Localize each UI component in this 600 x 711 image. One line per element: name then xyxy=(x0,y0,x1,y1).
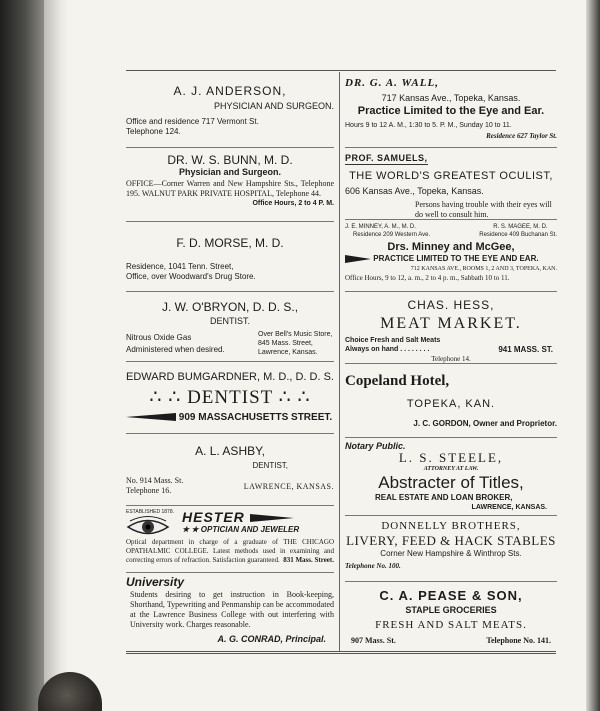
ashby-line1: No. 914 Mass. St. xyxy=(126,476,184,485)
donnelly-address: Corner New Hampshire & Winthrop Sts. xyxy=(380,549,522,558)
steele-name: L. S. STEELE, xyxy=(398,450,504,465)
wedge-ornament xyxy=(345,255,371,263)
copeland-owner: J. C. GORDON, Owner and Proprietor. xyxy=(413,419,557,428)
university-signature: A. G. CONRAD, Principal. xyxy=(217,634,326,644)
pease-phone: Telephone No. 141. xyxy=(486,636,551,645)
obryon-title: DENTIST. xyxy=(209,316,250,326)
samuels-address: 606 Kansas Ave., Topeka, Kansas. xyxy=(345,186,484,196)
steele-headline: Abstracter of Titles, xyxy=(378,473,524,492)
steele-city: LAWRENCE, KANSAS. xyxy=(471,504,547,511)
hess-line1: Choice Fresh and Salt Meats xyxy=(345,337,441,344)
ashby-city: LAWRENCE, KANSAS. xyxy=(243,482,334,491)
bunn-hours: Office Hours, 2 to 4 P. M. xyxy=(252,200,334,207)
donnelly-name: DONNELLY BROTHERS, xyxy=(381,520,521,532)
column-divider xyxy=(339,72,340,652)
pease-sub: STAPLE GROCERIES xyxy=(405,605,497,615)
university-heading: University xyxy=(126,575,185,589)
samuels-body: Persons having trouble with their eyes will do well to consult him. xyxy=(415,200,552,219)
minney-specialty-row xyxy=(345,254,557,264)
obryon-addr3: Lawrence, Kansas. xyxy=(258,349,318,356)
minney-right1: R. S. MAGEE, M. D. xyxy=(493,224,548,230)
ashby-line2: Telephone 16. xyxy=(126,486,172,495)
samuels-name: PROF. SAMUELS, xyxy=(345,149,428,165)
hester-body: Optical department in charge of a graduate of THE CHICAGO OPATHALMIC COLLEGE. Latest methods used in examining and correcting errors of refraction. Satisfaction guaranteed. xyxy=(126,538,334,564)
minney-hours: Office Hours, 9 to 12, a. m., 2 to 4 p. m., Sabbath 10 to 11. xyxy=(345,274,510,282)
pease-name: C. A. PEASE & SON, xyxy=(379,588,523,603)
bunn-title: Physician and Surgeon. xyxy=(178,167,282,177)
obryon-addr2: 845 Mass. Street, xyxy=(258,340,313,347)
bottom-rule xyxy=(126,651,556,654)
pease-trade: FRESH AND SALT MEATS. xyxy=(375,619,527,631)
hester-address: 831 Mass. Street. xyxy=(283,556,334,564)
ad-obryon xyxy=(126,292,334,362)
hess-line2: Always on hand . . . . . . . . xyxy=(345,346,430,353)
ad-morse xyxy=(126,222,334,292)
pease-address: 907 Mass. St. xyxy=(351,636,396,645)
ad-minney xyxy=(345,220,557,292)
morse-line2: Office, over Woodward's Drug Store. xyxy=(126,272,256,281)
copeland-name: Copeland Hotel, xyxy=(345,373,450,389)
wedge-ornament xyxy=(126,413,176,421)
obryon-name: J. W. O'BRYON, D. D. S., xyxy=(161,300,299,314)
ad-anderson xyxy=(126,72,334,148)
minney-left1: J. E. MINNEY, A. M., M. D. xyxy=(345,224,416,230)
ad-bunn xyxy=(126,148,334,222)
steele-title: ATTORNEY AT LAW. xyxy=(423,466,479,472)
morse-name: F. D. MORSE, M. D. xyxy=(176,236,284,250)
minney-left2: Residence 209 Western Ave. xyxy=(353,232,431,238)
minney-right2: Residence 409 Buchanan St. xyxy=(479,232,557,238)
steele-notary: Notary Public. xyxy=(345,441,406,451)
wall-name: DR. G. A. WALL, xyxy=(345,77,439,89)
bumgardner-address-row xyxy=(126,412,334,424)
bunn-name: DR. W. S. BUNN, M. D. xyxy=(167,153,293,167)
university-body: Students desiring to get instruction in Book-keeping, Shorthand, Typewriting and Penmanship can be accommodated at the Lawrence Business College with out interfering with University work. Charges reasonable. xyxy=(130,590,334,629)
ad-hester xyxy=(126,506,334,573)
ashby-title: DENTIST, xyxy=(252,461,288,470)
hess-row xyxy=(345,345,557,355)
minney-name: Drs. Minney and McGee, xyxy=(387,241,515,253)
wall-specialty: Practice Limited to the Eye and Ear. xyxy=(357,105,545,117)
ad-samuels xyxy=(345,148,557,220)
steele-sub: REAL ESTATE AND LOAN BROKER, xyxy=(375,493,513,502)
ad-wall xyxy=(345,72,557,148)
right-column xyxy=(345,72,557,652)
page-edge-right xyxy=(586,0,600,711)
page-gutter xyxy=(44,0,68,711)
ad-hess xyxy=(345,292,557,364)
hess-address: 941 MASS. ST. xyxy=(498,345,553,354)
hess-name: CHAS. HESS, xyxy=(407,298,495,312)
left-column xyxy=(126,72,334,646)
ashby-name: A. L. ASHBY, xyxy=(195,444,265,458)
wall-address: 717 Kansas Ave., Topeka, Kansas. xyxy=(381,93,521,103)
pease-row xyxy=(345,636,557,646)
hester-name-row xyxy=(182,509,299,525)
anderson-line1: Office and residence 717 Vermont St. xyxy=(126,117,259,126)
ad-bumgardner xyxy=(126,362,334,434)
anderson-line2: Telephone 124. xyxy=(126,127,181,136)
minney-doctors xyxy=(345,220,557,239)
hester-name: HESTER xyxy=(182,509,245,525)
wedge-ornament xyxy=(250,514,294,522)
obryon-gas2: Administered when desired. xyxy=(126,345,225,354)
bumgardner-dentist: ∴ ∴ DENTIST ∴ ∴ xyxy=(149,387,311,408)
samuels-tagline: THE WORLD'S GREATEST OCULIST, xyxy=(349,170,553,182)
ashby-details xyxy=(126,476,334,496)
hess-phone: Telephone 14. xyxy=(431,355,471,363)
anderson-name: A. J. ANDERSON, xyxy=(173,84,287,98)
anderson-title: PHYSICIAN AND SURGEON. xyxy=(213,101,334,111)
hester-title: ★ ★ OPTICIAN AND JEWELER xyxy=(182,525,300,534)
bumgardner-name: EDWARD BUMGARDNER, M. D., D. D. S. xyxy=(126,371,334,383)
ad-pease xyxy=(345,582,557,652)
ad-university xyxy=(126,573,334,646)
bunn-office: OFFICE—Corner Warren and New Hampshire Sts., Telephone 195. WALNUT PARK PRIVATE HOSPITAL, Telephone 44. xyxy=(126,179,334,198)
eye-icon xyxy=(126,516,170,538)
wall-residence: Residence 627 Taylor St. xyxy=(486,132,557,140)
ad-donnelly xyxy=(345,516,557,582)
donnelly-phone: Telephone No. 100. xyxy=(345,562,401,570)
donnelly-trade: LIVERY, FEED & HACK STABLES xyxy=(346,533,556,548)
copeland-city: TOPEKA, KAN. xyxy=(406,398,496,410)
hester-established: ESTABLISHED 1878. xyxy=(126,509,174,515)
morse-line1: Residence, 1041 Tenn. Street, xyxy=(126,262,234,271)
minney-address: 712 KANSAS AVE., ROOMS 1, 2 AND 3, TOPEKA, KAN. xyxy=(410,266,557,272)
page-shadow-left xyxy=(0,0,44,711)
hess-trade: MEAT MARKET. xyxy=(380,315,522,332)
top-rule xyxy=(126,70,556,71)
obryon-addr1: Over Bell's Music Store, xyxy=(258,331,333,338)
bumgardner-address: 909 MASSACHUSETTS STREET. xyxy=(178,412,333,423)
wall-hours: Hours 9 to 12 A. M., 1:30 to 5. P. M., Sunday 10 to 11. xyxy=(345,122,512,129)
obryon-gas1: Nitrous Oxide Gas xyxy=(126,333,192,342)
ad-steele xyxy=(345,438,557,516)
minney-specialty: PRACTICE LIMITED TO THE EYE AND EAR. xyxy=(373,254,539,263)
obryon-details xyxy=(126,330,334,357)
ad-copeland xyxy=(345,364,557,438)
ad-ashby xyxy=(126,434,334,506)
